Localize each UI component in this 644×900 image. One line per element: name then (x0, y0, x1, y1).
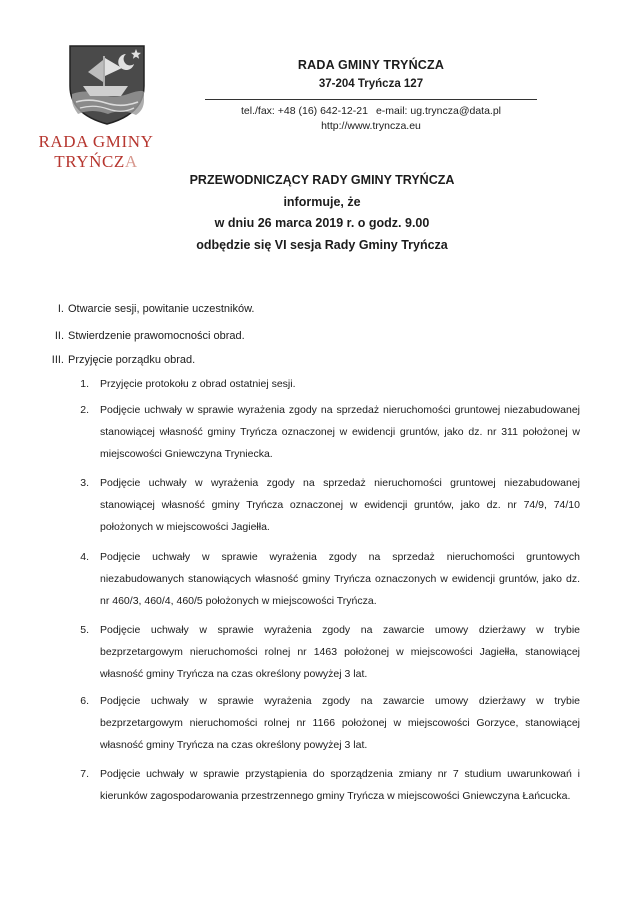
logo-line-2-main: TRYŃCZ (54, 152, 125, 171)
agenda-subitem-number: 4. (80, 551, 89, 563)
announcement-date-time: w dniu 26 marca 2019 r. o godz. 9.00 (214, 216, 430, 230)
agenda-subitem-number: 6. (80, 695, 89, 707)
agenda-text: Przyjęcie porządku obrad. (68, 354, 196, 366)
agenda-subitem-number: 7. (80, 768, 89, 780)
logo-line-2-faded: A (124, 152, 138, 171)
agenda-subitem-number: 5. (80, 624, 89, 636)
agenda-number: II. (54, 330, 64, 342)
agenda-text: Otwarcie sesji, powitanie uczestników. (68, 303, 255, 315)
agenda-subitem-text: Podjęcie uchwały w sprawie wyrażenia zgody na sprzedaż nieruchomości gruntowej niezabudowanej stanowiącej własność gminy Tryńcza oznaczonej w ewidencji gruntów, jako dz. nr 311 położonej w miejscowości Gniewczyna Tryniecka. (100, 404, 580, 460)
phone-fax: tel./fax: +48 (16) 642-12-21 (240, 105, 368, 117)
council-logo-text (26, 132, 166, 172)
header-divider (205, 99, 537, 100)
agenda-text: Stwierdzenie prawomocności obrad. (68, 330, 245, 342)
postal-address: 37-204 Tryńcza 127 (318, 78, 424, 90)
website-link[interactable]: http://www.tryncza.eu (321, 120, 421, 132)
agenda-subitem-text: Podjęcie uchwały w sprawie wyrażenia zgody na sprzedaż nieruchomości gruntowych niezabudowanych stanowiących własność gminy Tryńcza oznaczonych w ewidencji gruntów, jako dz. nr 460/3, 460/4, 460/5 położonych w miejscowości Tryńcza. (100, 551, 580, 607)
agenda-subitem-1 (80, 373, 580, 395)
email-address: e-mail: ug.tryncza@data.pl (375, 105, 501, 117)
agenda-subitem-6 (80, 690, 580, 756)
agenda-subitem-text: Przyjęcie protokołu z obrad ostatniej sesji. (100, 378, 296, 390)
agenda-subitem-number: 3. (80, 477, 89, 489)
agenda-subitem-5 (80, 619, 580, 685)
announcement (150, 170, 494, 256)
agenda-subitem-text: Podjęcie uchwały w sprawie przystąpienia do sporządzenia zmiany nr 7 studium uwarunkowań i kierunków zagospodarowania przestrzennego gminy Tryńcza w miejscowości Gniewczyna Łańcucka. (100, 768, 580, 802)
agenda-number: I. (57, 303, 64, 315)
agenda-subitem-number: 1. (80, 378, 89, 390)
agenda-subitem-text: Podjęcie uchwały w wyrażenia zgody na sprzedaż nieruchomości gruntowej niezabudowanej stanowiącej własność gminy Tryńcza oznaczonej w ewidencji gruntów, jako dz. nr 74/9, 74/10 położonych w miejscowości Jagiełła. (100, 477, 580, 533)
institution-name: RADA GMINY TRYŃCZA (297, 58, 445, 72)
agenda-subitem-2 (80, 399, 580, 465)
announcement-informs: informuje, że (283, 194, 361, 209)
agenda-subitem-4 (80, 546, 580, 612)
logo-line-2 (26, 152, 166, 172)
agenda-subitem-7 (80, 763, 580, 807)
agenda-subitem-text: Podjęcie uchwały w sprawie wyrażenia zgody na zawarcie umowy dzierżawy w trybie bezprzetargowym nieruchomości rolnej nr 1166 położonej w miejscowości Gorzyce, stanowiącej własność gminy Tryńcza na czas określony powyżej 3 lat. (100, 695, 580, 751)
coat-of-arms-icon (66, 42, 148, 126)
logo-line-1: RADA GMINY (38, 132, 154, 151)
announcement-title: PRZEWODNICZĄCY RADY GMINY TRYŃCZA (189, 173, 455, 187)
agenda-subitem-text: Podjęcie uchwały w sprawie wyrażenia zgody na zawarcie umowy dzierżawy w trybie bezprzetargowym nieruchomości rolnej nr 1463 położonej w miejscowości Jagiełła, stanowiącej własność gminy Tryńcza na czas określony powyżej 3 lat. (100, 624, 580, 680)
announcement-session: odbędzie się VI sesja Rady Gminy Tryńcza (196, 237, 448, 252)
agenda-number: III. (51, 354, 64, 366)
contact-block (205, 104, 537, 134)
agenda-subitem-number: 2. (80, 404, 89, 416)
agenda-subitem-3 (80, 472, 580, 538)
